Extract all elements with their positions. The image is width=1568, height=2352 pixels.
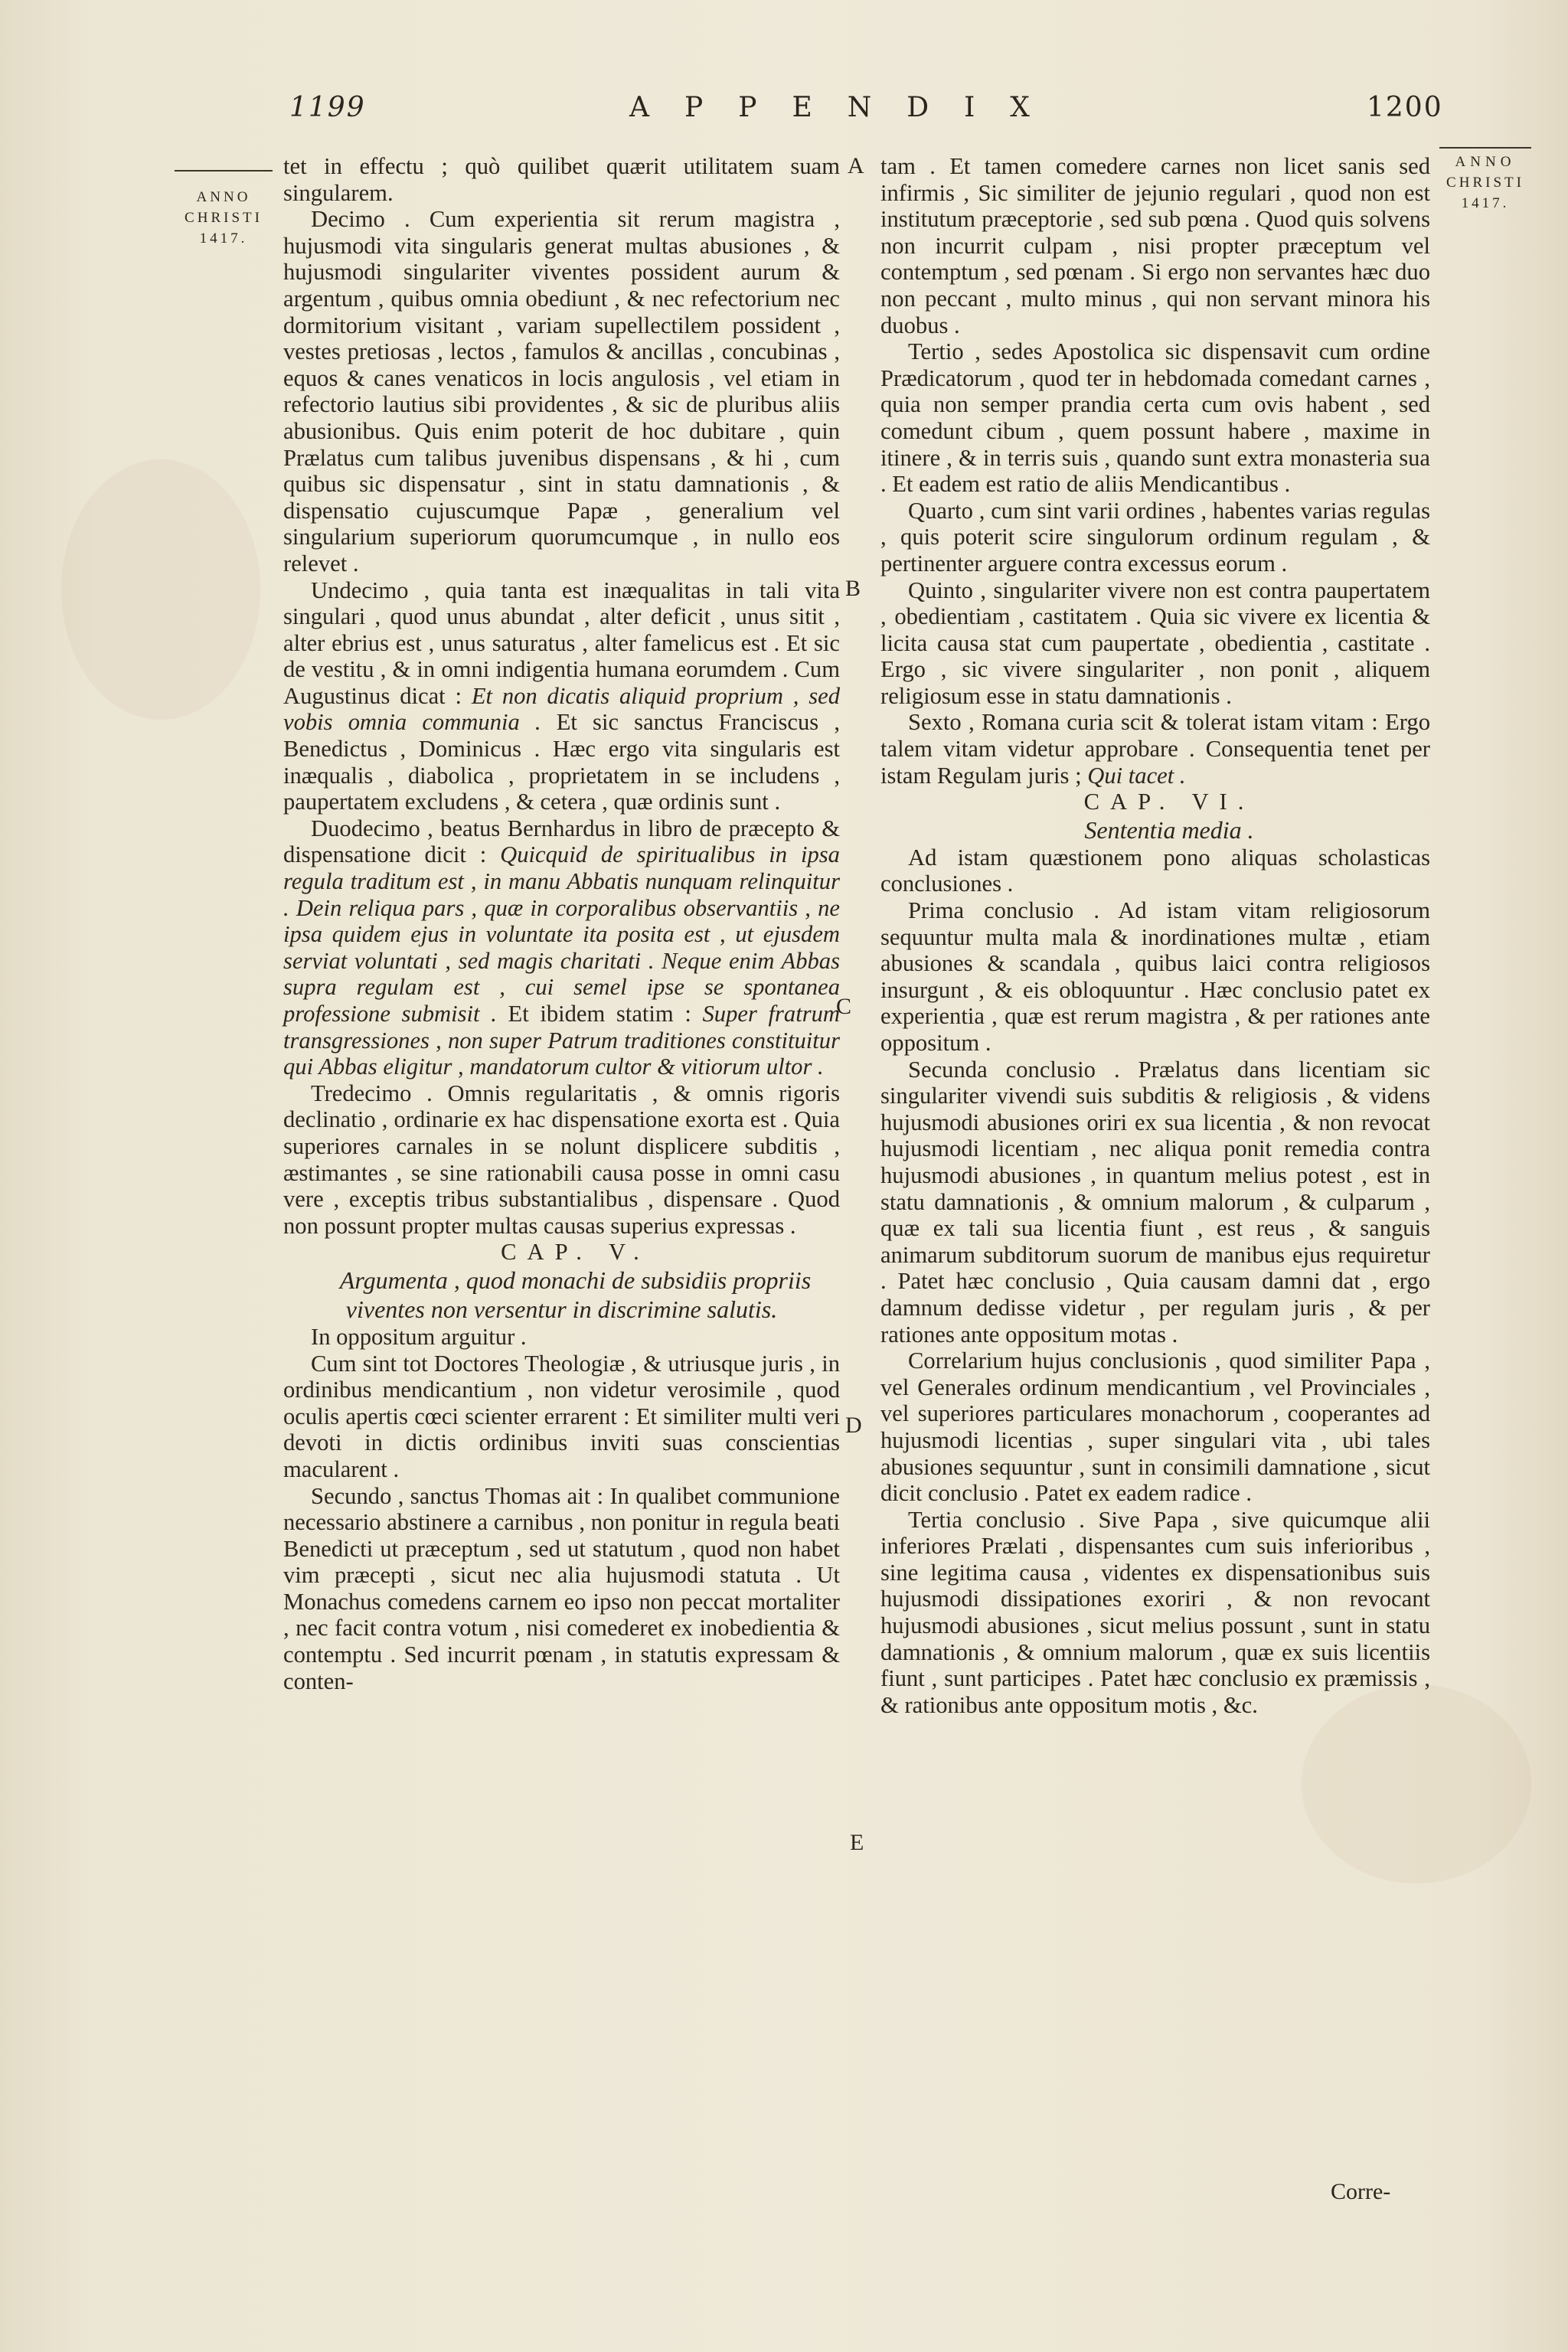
- paragraph: Quarto , cum sint varii ordines , habentes varias regulas , quis poterit scire singulorum ordinum regulam , & pertinenter arguere contra excessus eorum .: [880, 497, 1430, 577]
- running-title: APPENDIX: [629, 92, 1065, 123]
- text-run: Duodecimo , beatus Bernhardus in libro de præcepto & dispensatione dicit :: [283, 815, 840, 868]
- paragraph: Secundo , sanctus Thomas ait : In qualibet communione necessario abstinere a carnibus , non ponitur in regula beati Benedicti ut præceptum , sed ut statutum , quod non habet vim præcepti , sicut nec alia hujusmodi statuta . Ut Monachus comedens carnem eo ipso non peccat mortaliter , nec facit contra votum , nisi comederet ex inobedientia & contemptu . Sed incurrit pœnam , in statutis expressam & conten-: [283, 1482, 840, 1694]
- paragraph: Tertio , sedes Apostolica sic dispensavit cum ordine Prædicatorum , quod ter in hebdomada comedant carnes , quia non semper prandia certa cum ovis habent , sed comedunt cibum , quem possunt habere , maxime in itinere , & in terris suis , quando sunt extra monasteria sua . Et eadem est ratio de aliis Mendicantibus .: [880, 338, 1430, 498]
- paragraph: In oppositum arguitur .: [311, 1323, 527, 1350]
- section-letter-d: D: [845, 1413, 862, 1438]
- quotation: Et non dicatis aliquid proprium , sed vobis omnia communia .: [283, 682, 840, 736]
- margin-note-line: 1417.: [199, 230, 248, 247]
- section-letter-a: A: [848, 153, 864, 178]
- page-number-left: 1199: [289, 92, 366, 123]
- paragraph: Decimo . Cum experientia sit rerum magistra , hujusmodi vita singularis generat multas abusiones , & hujusmodi singulariter viventes possident aurum & argentum , quibus omnia obediunt , & nec refectorium nec dormitorium visitant , variam supellectilem possident , vestes pretiosas , lectos , famulos & ancillas , concubinas , equos & canes venaticos in locis angulosis , vel etiam in refectorio lautius sibi providentes , & sic de pluribus aliis abusionibus. Quis enim poterit de hoc dubitare , quin Prælatus cum talibus juvenibus dispensans , & hi , cum quibus sic dispensatur , sint in statu damnationis , & dispensatio cujuscumque Papæ , generalium vel singularium superiorum quorumcumque , in nullo eos relevet .: [283, 206, 840, 577]
- paragraph: Tredecimo . Omnis regularitatis , & omnis rigoris declinatio , ordinarie ex hac dispensatione exorta est . Quia superiores carnales in se nolunt displicere subditis , æstimantes , se sine rationabili causa posse in omni casu vere , exceptis tribus substantialibus , dispensare . Quod non possunt propter multas causas superius expressas .: [283, 1080, 840, 1239]
- text-run: Undecimo , quia tanta est inæqualitas in tali vita singulari , quod unus abundat , alter deficit , unus sitit , alter ebrius est , unus saturatus , alter famelicus est . Et sic de vestitu , & in omni indigentia humana eorumdem . Cum Augustinus dicat :: [283, 577, 840, 709]
- paragraph: Cum sint tot Doctores Theologiæ , & utriusque juris , in ordinibus mendicantium , non videtur verosimile , quod oculis apertis cœci scienter errarent : Et similiter multi veri devoti in dictis ordinibus inviti suas conscientias macularent .: [283, 1350, 840, 1482]
- quotation: Qui tacet .: [1087, 762, 1186, 789]
- margin-note-line: CHRISTI: [185, 210, 263, 226]
- page-number-right: 1200: [1367, 92, 1443, 123]
- paragraph: Tertia conclusio . Sive Papa , sive quicumque alii inferiores Prælati , dispensantes cum suis inferioribus , sine legitima causa , videntes ex dispensationibus suis hujusmodi dissipationes exoriri , & non revocant hujusmodi abusiones , sicut melius possunt , sunt in statu damnationis , & omnium malorum , quæ ex suis licentiis fiunt , sunt participes . Patet hæc conclusio ex præmissis , & rationibus ante oppositum motis , &c.: [880, 1506, 1430, 1718]
- margin-note-right: [1439, 147, 1531, 214]
- chapter-rubric: Argumenta , quod monachi de subsidiis propriis viventes non versentur in discrimine salutis.: [339, 1266, 812, 1323]
- section-letter-b: B: [845, 576, 861, 601]
- section-letter-c: C: [836, 994, 852, 1019]
- margin-note-line: CHRISTI: [1446, 175, 1524, 191]
- paragraph: [880, 709, 1430, 789]
- paragraph: Correlarium hujus conclusionis , quod similiter Papa , vel Generales ordinum mendicantium , vel Provinciales , vel superiores particulares monachorum , cooperantes ad hujusmodi licentias , super singulari vita , ubi tales abusiones sequuntur , sunt in consimili damnatione , sicut dicit conclusio . Patet ex eadem radice .: [880, 1348, 1430, 1507]
- paragraph: tet in effectu ; quò quilibet quærit utilitatem suam singularem.: [283, 153, 840, 206]
- paragraph: tam . Et tamen comedere carnes non licet sanis sed infirmis , Sic similiter de jejunio regulari , quod non est institutum præceptorie , sed sub pœna . Quod quis solvens non incurrit culpam , nisi propter præceptum vel contemptum , sed pœnam . Si ergo non servantes hæc duo non peccant , multo minus , qui non servant minora his duobus .: [880, 153, 1430, 338]
- chapter-rubric: Sententia media .: [1084, 815, 1254, 844]
- text-run: Sexto , Romana curia scit & tolerat istam vitam : Ergo talem vitam videtur approbare . Consequentia tenet per istam Regulam juris ;: [880, 709, 1430, 789]
- quotation: Quicquid de spiritualibus in ipsa regula traditum est , in manu Abbatis nunquam relinquitur . Dein reliqua pars , quæ in corporalibus observantiis , ne ipsa quidem ejus in voluntate ita posita est , ut ejusdem serviat voluntati , sed magis charitati . Neque enim Abbas supra regulam est , cui semel ipse se spontanea professione submisit .: [283, 841, 840, 1027]
- paragraph: Quinto , singulariter vivere non est contra paupertatem , obedientiam , castitatem . Quia sic vivere ex licentia & licita causa stat cum paupertate , obedientia , castitate . Ergo , sic vivere singulariter , non ponit , aliquem religiosum esse in statu damnationis .: [880, 577, 1430, 709]
- paragraph: [283, 815, 840, 1080]
- margin-note-line: ANNO: [1455, 154, 1516, 170]
- chapter-heading: CAP. VI.: [1083, 789, 1255, 815]
- text-run: Et ibidem statim :: [508, 1001, 691, 1027]
- paragraph: Secunda conclusio . Prælatus dans licentiam sic singulariter vivendi suis subditis & religiosis , & videns hujusmodi abusiones oriri ex sua licentia , & non revocat hujusmodi licentiam , nec aliqua ponit remedia contra hujusmodi abusiones , in quantum melius potest , est in statu damnationis , & omnium malorum , & culparum , quæ ex tali sua licentia fiunt , est reus , & sanguis animarum subditorum suorum de manibus ejus requiretur . Patet hæc conclusio , Quia causam damni dat , ergo damnum dedisse videtur , per regulam juris , & per rationes ante oppositum motas .: [880, 1056, 1430, 1348]
- paper-stain: [61, 459, 260, 720]
- paragraph: Prima conclusio . Ad istam vitam religiosorum sequuntur multa mala & inordinationes multæ , etiam abusiones & scandala , quibus laici contra religiosos insurgunt , & eis obloquuntur . Hæc conclusio patet ex experientia , quæ est rerum magistra , & per rationes ante oppositum .: [880, 897, 1430, 1056]
- margin-note-line: 1417.: [1461, 195, 1510, 211]
- left-column: [283, 153, 840, 1694]
- text-run: Et sic sanctus Franciscus , Benedictus , Dominicus . Hæc ergo vita singularis est inæqualis , diabolica , proprietatem in se includens , paupertatem excludens , & cetera , quæ ordinis sunt .: [283, 709, 840, 815]
- paragraph: Ad istam quæstionem pono aliquas scholasticas conclusiones .: [880, 844, 1430, 897]
- section-letter-e: E: [850, 1830, 864, 1855]
- margin-note-left: [175, 170, 273, 249]
- chapter-heading: CAP. V.: [501, 1239, 650, 1266]
- right-column: [880, 153, 1430, 1718]
- margin-note-line: ANNO: [196, 189, 251, 205]
- paragraph: [283, 577, 840, 815]
- quotation: Super fratrum transgressiones , non super Patrum traditiones constituitur qui Abbas eligitur , mandatorum cultor & vitiorum ultor .: [283, 1001, 840, 1080]
- catchword: Corre-: [1331, 2179, 1391, 2204]
